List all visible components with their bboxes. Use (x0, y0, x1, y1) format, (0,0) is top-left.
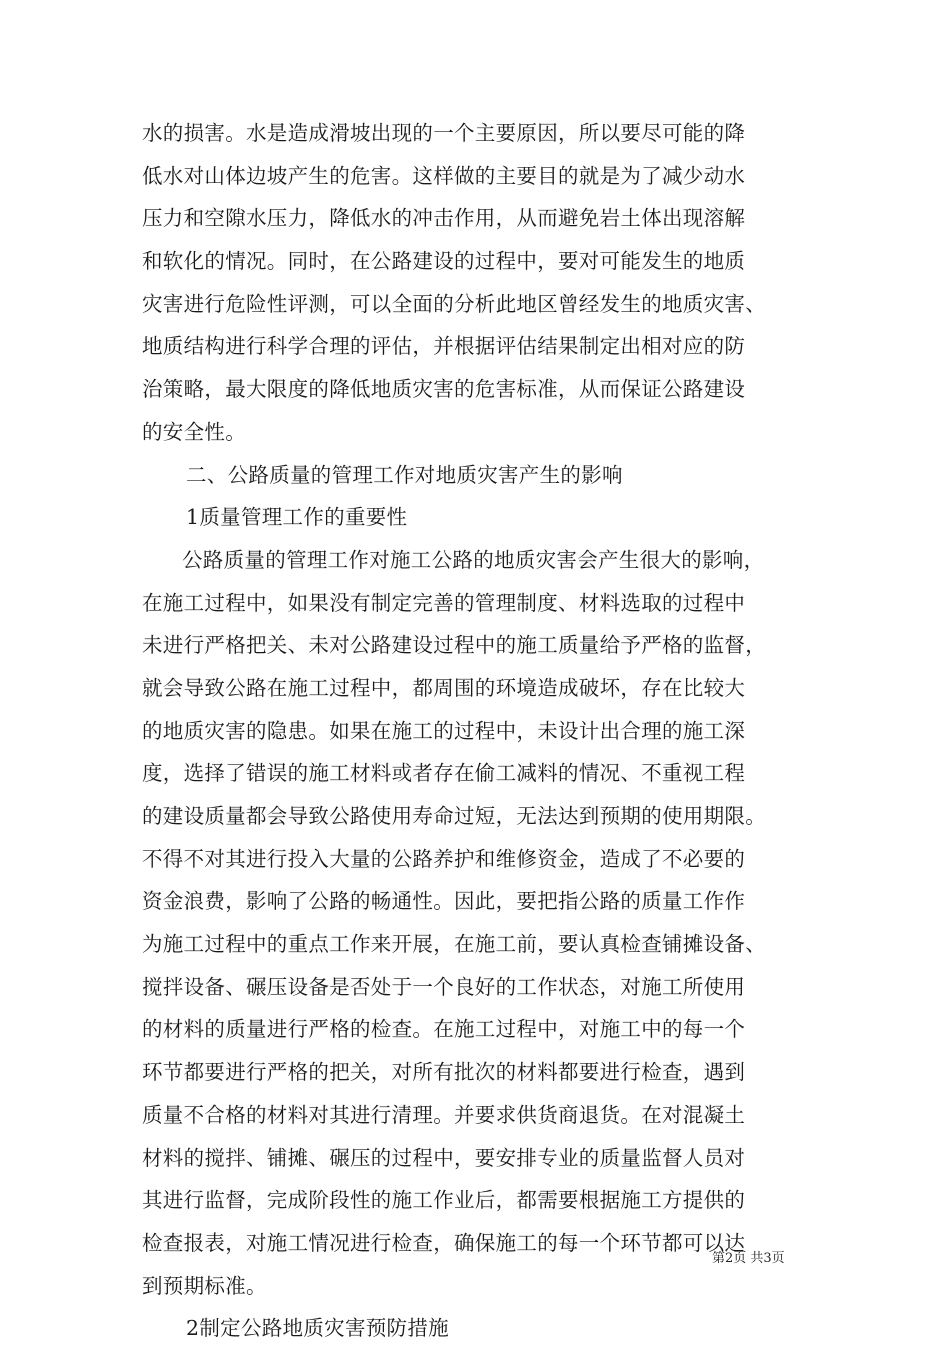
paragraph-line: 的安全性。 (142, 419, 246, 444)
subsection-heading: 1质量管理工作的重要性 (186, 505, 408, 530)
paragraph-line: 材料的搅拌、铺摊、碾压的过程中，要安排专业的质量监督人员对 (142, 1145, 746, 1170)
paragraph-line: 的材料的质量进行严格的检查。在施工过程中，对施工中的每一个 (142, 1017, 746, 1042)
paragraph-line: 其进行监督，完成阶段性的施工作业后，都需要根据施工方提供的 (142, 1188, 746, 1213)
paragraph-line: 质量不合格的材料对其进行清理。并要求供货商退货。在对混凝土 (142, 1102, 746, 1127)
paragraph-line: 和软化的情况。同时，在公路建设的过程中，要对可能发生的地质 (142, 249, 746, 274)
paragraph-line: 度，选择了错误的施工材料或者存在偷工减料的情况、不重视工程 (142, 761, 746, 786)
paragraph-line: 不得不对其进行投入大量的公路养护和维修资金，造成了不必要的 (142, 846, 746, 871)
paragraph-line: 地质结构进行科学合理的评估，并根据评估结果制定出相对应的防 (142, 334, 746, 359)
paragraph-line: 的建设质量都会导致公路使用寿命过短，无法达到预期的使用期限。 (142, 804, 766, 828)
paragraph-line: 灾害进行危险性评测，可以全面的分析此地区曾经发生的地质灾害、 (142, 291, 766, 316)
paragraph-line: 到预期标准。 (142, 1273, 267, 1298)
paragraph-line: 未进行严格把关、未对公路建设过程中的施工质量给予严格的监督， (142, 633, 766, 658)
subsection-heading: 2制定公路地质灾害预防措施 (186, 1316, 449, 1341)
paragraph-line: 资金浪费，影响了公路的畅通性。因此，要把指公路的质量工作作 (142, 889, 746, 914)
paragraph-line: 压力和空隙水压力，降低水的冲击作用，从而避免岩土体出现溶解 (142, 206, 746, 231)
page-number-footer: 第2页 共3页 (712, 1251, 785, 1266)
paragraph-line: 的地质灾害的隐患。如果在施工的过程中，未设计出合理的施工深 (142, 718, 746, 743)
paragraph-line: 水的损害。水是造成滑坡出现的一个主要原因，所以要尽可能的降 (142, 121, 746, 145)
paragraph-line: 治策略，最大限度的降低地质灾害的危害标准，从而保证公路建设 (142, 377, 746, 402)
section-heading: 二、公路质量的管理工作对地质灾害产生的影响 (186, 462, 623, 487)
paragraph-line: 为施工过程中的重点工作来开展，在施工前，要认真检查铺摊设备、 (142, 932, 766, 957)
paragraph-line: 环节都要进行严格的把关，对所有批次的材料都要进行检查，遇到 (142, 1060, 746, 1085)
paragraph-line: 低水对山体边坡产生的危害。这样做的主要目的就是为了减少动水 (142, 163, 746, 188)
paragraph-line: 检查报表，对施工情况进行检查，确保施工的每一个环节都可以达 (142, 1230, 746, 1255)
paragraph-line: 就会导致公路在施工过程中，都周围的环境造成破坏，存在比较大 (142, 675, 746, 700)
document-body (142, 112, 822, 1350)
paragraph-line: 搅拌设备、碾压设备是否处于一个良好的工作状态，对施工所使用 (142, 974, 746, 999)
paragraph-line: 公路质量的管理工作对施工公路的地质灾害会产生很大的影响， (182, 547, 765, 572)
paragraph-line: 在施工过程中，如果没有制定完善的管理制度、材料选取的过程中 (142, 590, 746, 615)
